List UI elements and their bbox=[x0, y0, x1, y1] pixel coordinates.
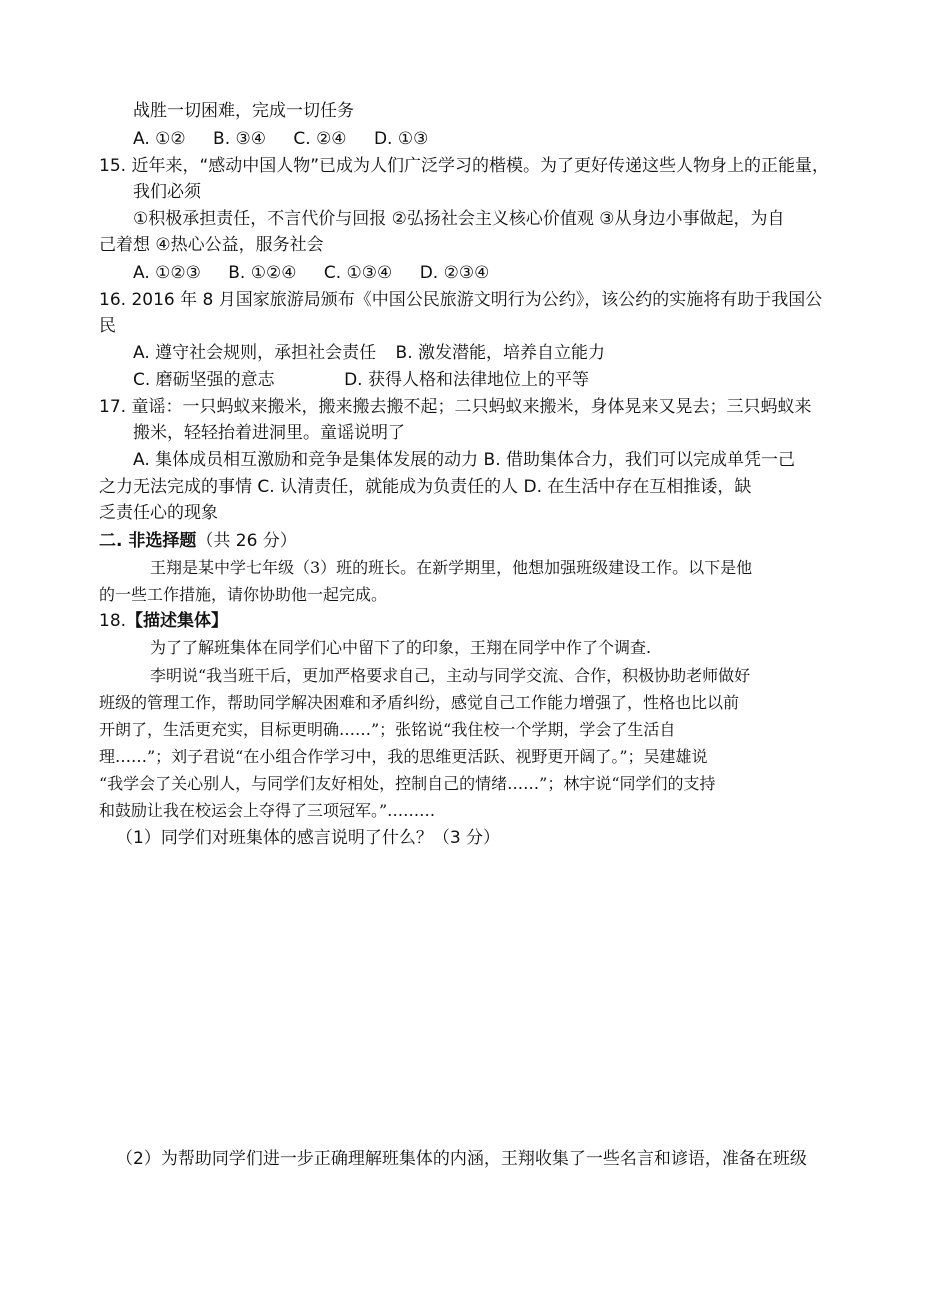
q18-subquestion-2: （2）为帮助同学们进一步正确理解班集体的内涵，王翔收集了一些名言和谚语，准备在班级 bbox=[116, 1149, 807, 1169]
q17-options-line2: 之力无法完成的事情 C. 认清责任，就能成为负责任的人 D. 在生活中存在互相推诿，缺 bbox=[99, 477, 752, 497]
q14-options bbox=[133, 127, 428, 151]
q16-stem-line2: 民 bbox=[99, 316, 116, 336]
q17-options-line3: 乏责任心的现象 bbox=[99, 503, 218, 523]
q15-stem-line1: 15. 近年来，“感动中国人物”已成为人们广泛学习的楷模。为了更好传递这些人物身上的正能量， bbox=[99, 156, 830, 176]
q16-option-b: B. 激发潜能，培养自立能力 bbox=[395, 343, 606, 363]
q18-paragraph-2-line3: 开朗了，生活更充实，目标更明确……”；张铭说“我住校一个学期，学会了生活自 bbox=[99, 720, 676, 739]
q15-option-c: C. ①③④ bbox=[323, 263, 393, 283]
q16-option-d: D. 获得人格和法律地位上的平等 bbox=[344, 370, 589, 390]
q15-options bbox=[133, 261, 489, 285]
q18-subquestion-1: （1）同学们对班集体的感言说明了什么？（3 分） bbox=[116, 828, 501, 848]
q18-paragraph-2-line6: 和鼓励让我在校运会上夺得了三项冠军。”……… bbox=[99, 801, 436, 820]
q18-heading bbox=[99, 609, 228, 633]
q15-option-b: B. ①②④ bbox=[228, 263, 297, 283]
q14-option-d: D. ①③ bbox=[373, 129, 429, 149]
q15-stem-line2: 我们必须 bbox=[133, 182, 201, 202]
q14-option-b: B. ③④ bbox=[213, 129, 266, 149]
section-2-heading bbox=[99, 529, 297, 553]
q14-option-c: C. ②④ bbox=[293, 129, 347, 149]
q15-option-d: D. ②③④ bbox=[419, 263, 490, 283]
q17-stem-line1: 17. 童谣：一只蚂蚁来搬米，搬来搬去搬不起；二只蚂蚁来搬米，身体晃来又晃去；三只蚂蚁来 bbox=[99, 397, 812, 417]
section-2-title: 二. 非选择题 bbox=[99, 531, 197, 551]
q18-paragraph-2-line1: 李明说“我当班干后，更加严格要求自己，主动与同学交流、合作，积极协助老师做好 bbox=[150, 666, 751, 685]
q16-stem-line1: 16. 2016 年 8 月国家旅游局颁布《中国公民旅游文明行为公约》，该公约的实施将有助于我国公 bbox=[99, 290, 823, 310]
q16-option-a: A. 遵守社会规则，承担社会责任 bbox=[133, 343, 377, 363]
q17-options-line1: A. 集体成员相互激励和竞争是集体发展的动力 B. 借助集体合力，我们可以完成单凭一己 bbox=[133, 450, 796, 470]
q18-paragraph-2-line4: 理……”；刘子君说“在小组合作学习中，我的思维更活跃、视野更开阔了。”；吴建雄说 bbox=[99, 747, 708, 766]
q15-items-line2: 己着想 ④热心公益，服务社会 bbox=[99, 235, 324, 255]
section-2-score: （共 26 分） bbox=[196, 531, 297, 551]
q14-option-a: A. ①② bbox=[133, 129, 186, 149]
q18-paragraph-2-line2: 班级的管理工作，帮助同学解决困难和矛盾纠纷，感觉自己工作能力增强了，性格也比以前 bbox=[99, 693, 740, 712]
section-2-intro-line2: 的一些工作措施，请你协助他一起完成。 bbox=[99, 585, 388, 604]
q18-number: 18. bbox=[99, 611, 127, 631]
q15-option-a: A. ①②③ bbox=[133, 263, 201, 283]
q16-options-row2 bbox=[133, 368, 589, 392]
section-2-intro-line1: 王翔是某中学七年级（3）班的班长。在新学期里，他想加强班级建设工作。以下是他 bbox=[150, 558, 753, 577]
q16-options-row1 bbox=[133, 341, 605, 365]
q18-paragraph-2-line5: “我学会了关心别人，与同学们友好相处，控制自己的情绪……”；林宇说“同学们的支持 bbox=[99, 774, 716, 793]
q17-stem-line2: 搬米，轻轻抬着进洞里。童谣说明了 bbox=[133, 423, 405, 443]
q16-option-c: C. 磨砺坚强的意志 bbox=[133, 370, 275, 390]
q18-title: 【描述集体】 bbox=[126, 611, 229, 631]
q18-paragraph-1: 为了了解班集体在同学们心中留下了的印象，王翔在同学中作了个调查. bbox=[150, 638, 652, 657]
q14-continuation: 战胜一切困难，完成一切任务 bbox=[133, 101, 354, 121]
q15-items-line1: ①积极承担责任，不言代价与回报 ②弘扬社会主义核心价值观 ③从身边小事做起，为自 bbox=[133, 209, 785, 229]
